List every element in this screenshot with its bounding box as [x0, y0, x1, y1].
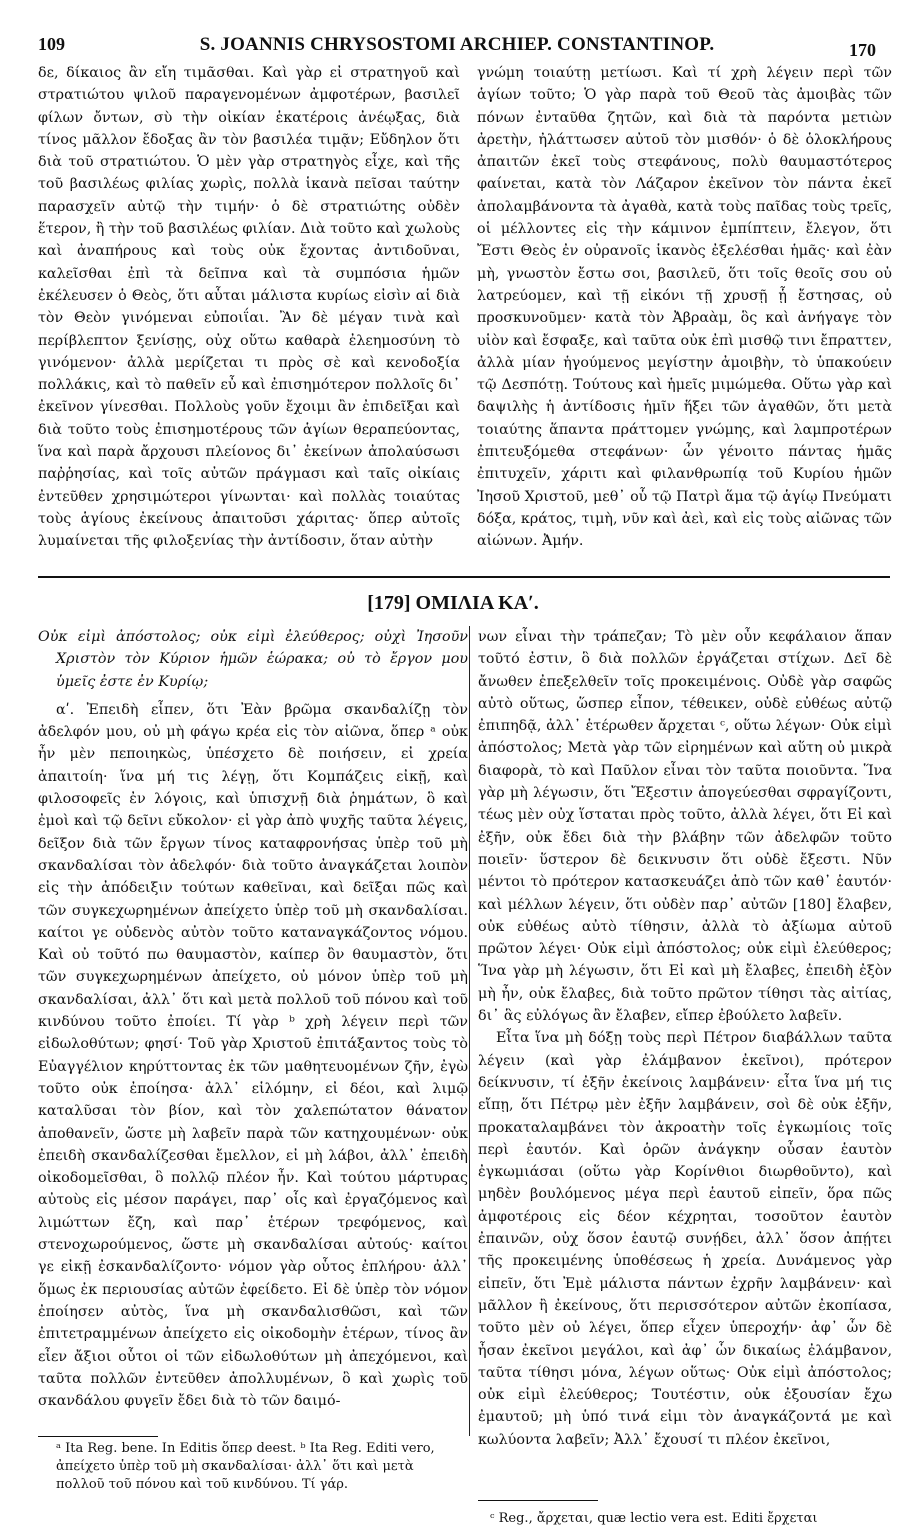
footnote-right: ᶜ Reg., ἄρχεται, quæ lectio vera est. Editi ἔρχεται	[490, 1511, 818, 1526]
homily-heading: [179] ΟΜΙΛΙΑ ΚΑʹ.	[367, 592, 539, 614]
footnote-rule-right	[478, 1500, 598, 1501]
paragraph: γνώμη τοιαύτῃ μετίωσι. Καὶ τί χρὴ λέγειν περὶ τῶν ἁγίων τοῦτο; Ὁ γὰρ παρὰ τοῦ Θεοῦ τὰς ἀμοιβὰς τῶν πόνων ἐνταῦθα ζητῶν, καὶ διὰ τὰ παρόντα μετιὼν ἀρετὴν, ἠλάττωσεν αὐτοῦ τὸν μισθόν· ὁ δὲ ὁλοκλήρους ἀπαιτῶν ἐκεῖ τοὺς στεφάνους, πολὺ θαυμαστότερος φαίνεται, κατὰ τὸν Λάζαρον ἐκεῖνον τὸν πάντα ἐκεῖ ἀπολαμβάνοντα τὰ ἀγαθὰ, κατὰ τοὺς παῖδας τοὺς τρεῖς, οἱ μέλλοντες εἰς τὴν κάμινον ἐμπίπτειν, ἔλεγον, ὅτι Ἔστι Θεὸς ἐν οὐρανοῖς ἱκανὸς ἐξελέσθαι ἡμᾶς· καὶ ἐὰν μὴ, γνωστὸν ἔστω σοι, βασιλεῦ, ὅτι τοῖς θεοῖς σου οὐ λατρεύομεν, καὶ τῇ εἰκόνι τῇ χρυσῇ ᾗ ἔστησας, οὐ προσκυνοῦμεν· κατὰ τὸν Ἀβραὰμ, ὃς καὶ ἀνήγαγε τὸν υἱὸν καὶ ἔσφαξε, καὶ ταῦτα οὐκ ἐπὶ μισθῷ τινι ἔπραττεν, ἀλλὰ μίαν ἡγούμενος μεγίστην ἀμοιβὴν, τὸ ὑπακούειν τῷ Δεσπότῃ. Τούτους καὶ ἡμεῖς μιμώμεθα. Οὕτω γὰρ καὶ δαψιλὴς ἡ ἀντίδοσις ἡμῖν ἥξει τῶν ἀγαθῶν, ὅτι μετὰ τοιαύτης ἅπαντα πράττομεν γνώμης, καὶ λαμπροτέρων ἐπιτευξόμεθα στεφάνων· ὧν γένοιτο πάντας ἡμᾶς ἐπιτυχεῖν, χάριτι καὶ φιλανθρωπίᾳ τοῦ Κυρίου ἡμῶν Ἰησοῦ Χριστοῦ, μεθ᾽ οὗ τῷ Πατρὶ ἅμα τῷ ἁγίῳ Πνεύματι δόξα, κράτος, τιμὴ, νῦν καὶ ἀεὶ, καὶ εἰς τοὺς αἰῶνας τῶν αἰώνων. Ἀμήν.	[477, 65, 892, 550]
page-number-right: 170	[849, 40, 876, 60]
paragraph: νων εἶναι τὴν τράπεζαν; Τὸ μὲν οὖν κεφάλαιον ἅπαν τοῦτό ἐστιν, ὃ διὰ πολλῶν ἐργάζεται στίχων. Δεῖ δὲ ἄνωθεν ἐπεξελθεῖν τοῖς προκειμένοις. Οὐδὲ γὰρ σαφῶς αὐτὸ οὕτως, ὥσπερ εἶπον, τέθεικεν, οὐδὲ εὐθέως αὐτῷ ἐπιπηδᾷ, ἀλλ᾽ ἑτέρωθεν ἄρχεται ᶜ, οὕτω λέγων· Οὐκ εἰμὶ ἀπόστολος; Μετὰ γὰρ τῶν εἰρημένων καὶ αὕτη οὐ μικρὰ διαφορὰ, τὸ καὶ Παῦλον εἶναι τὸν ταῦτα ποιοῦντα. Ἵνα γὰρ μὴ λέγωσιν, ὅτι Ἔξεστιν ἀπογεύεσθαι σφραγίζοντι, τέως μὲν οὐχ ἵσταται πρὸς τοῦτο, ἀλλὰ λέγει, ὅτι Εἰ καὶ ἐξῆν, οὐκ ἔδει διὰ τὴν βλάβην τῶν ἀδελφῶν τοῦτο ποιεῖν· ὕστερον δὲ δεικνυσιν ὅτι οὐδὲ ἔξεστι. Νῦν μέντοι τὸ πρότερον κατασκευάζει ἀπὸ τῶν καθ᾽ ἑαυτόν· καὶ μέλλων λέγειν, ὅτι οὐδὲν παρ᾽ αὐτῶν [180] ἔλαβεν, οὐκ εὐθέως αὐτὸ τίθησιν, ἀλλὰ τὸ ἀξίωμα αὐτοῦ πρῶτον λέγει· Οὐκ εἰμὶ ἀπόστολος; οὐκ εἰμὶ ἐλεύθερος; Ἵνα γὰρ μὴ λέγωσιν, ὅτι Εἰ καὶ μὴ ἔλαβες, ἐπειδὴ ἐξὸν μὴ ἦν, οὐκ ἔλαβες, διὰ τοῦτο πρῶτον τίθησι τὰς αἰτίας, δι᾽ ἃς εὐλόγως ἂν ἔλαβεν, εἴπερ ἐβούλετο λαβεῖν.	[478, 629, 892, 1025]
column-separator	[469, 626, 470, 1436]
column-top-left	[38, 62, 460, 553]
column-bottom-right	[478, 626, 892, 1451]
footnote-left: ᵃ Ita Reg. bene. In Editis ὅπερ deest. ᵇ Ita Reg. Editi vero, ἀπείχετο ὑπὲρ τοῦ μὴ σκανδαλίσαι· ἀλλ᾽ ὅτι καὶ μετὰ πολλοῦ τοῦ πόνου καὶ τοῦ κινδύνου. Τί γάρ.	[56, 1441, 435, 1492]
running-header	[38, 30, 876, 60]
page-number-left: 109	[38, 34, 65, 54]
section-divider	[38, 576, 890, 578]
footnote-rule-left	[38, 1436, 158, 1437]
column-top-right	[477, 62, 892, 553]
column-bottom-left	[38, 626, 468, 1412]
paragraph: αʹ. Ἐπειδὴ εἶπεν, ὅτι Ἐὰν βρῶμα σκανδαλίζῃ τὸν ἀδελφόν μου, οὐ μὴ φάγω κρέα εἰς τὸν αἰῶνα, ὅπερ ᵃ οὐκ ἦν μὲν πεποιηκὼς, ὑπέσχετο δὲ ποιήσειν, εἰ χρεία ἀπαιτοίη· ἵνα μή τις λέγῃ, ὅτι Κομπάζεις εἰκῇ, καὶ φιλοσοφεῖς ἐν λόγοις, καὶ ὑπισχνῇ διὰ ῥημάτων, ὃ καὶ ἐμοὶ καὶ τῷ δεῖνι εὔκολον· εἰ γὰρ ἀπὸ ψυχῆς ταῦτα λέγεις, δεῖξον διὰ τῶν ἔργων τίνος καταφρονήσας ὑπὲρ τοῦ μὴ σκανδαλίσαι τὸν ἀδελφόν· διὰ τοῦτο ἀναγκάζεται λοιπὸν εἰς τὴν ἀπόδειξιν τούτων καθεῖναι, καὶ δεῖξαι πῶς καὶ τῶν συγκεχωρημένων ἀπείχετο ὑπὲρ τοῦ μὴ σκανδαλίσαι. καίτοι γε οὐδενὸς αὐτὸν τοῦτο καταναγκάζοντος νόμου. Καὶ οὐ τοῦτό πω θαυμαστὸν, καίπερ ὂν θαυμαστὸν, ὅτι τῶν συγκεχωρημένων ἀπείχετο, οὐ μόνον ὑπὲρ τοῦ μὴ σκανδαλίσαι, ἀλλ᾽ ὅτι καὶ μετὰ πολλοῦ τοῦ πόνου καὶ τοῦ κινδύνου τοῦτο ἐποίει. Τί γὰρ ᵇ χρὴ λέγειν περὶ τῶν εἰδωλοθύτων; φησί· Τοῦ γὰρ Χριστοῦ ἐπιτάξαντος τοὺς τὸ Εὐαγγέλιον κηρύττοντας ἐκ τῶν μαθητευομένων ζῆν, ἐγὼ τοῦτο οὐκ ἐποίησα· ἀλλ᾽ εἱλόμην, εἰ δέοι, καὶ λιμῷ καταλῦσαι τὸν βίον, καὶ τὸν χαλεπώτατον θάνατον ἀποθανεῖν, ὥστε μὴ λαβεῖν παρὰ τῶν κατηχουμένων· οὐκ ἐπειδὴ σκανδαλίζεσθαι ἔμελλον, εἰ μὴ λάβοι, ἀλλ᾽ ἐπειδὴ οἰκοδομεῖσθαι, ὃ πολλῷ πλέον ἦν. Καὶ τούτου μάρτυρας αὐτοὺς εἰς μέσον παράγει, παρ᾽ οἷς καὶ ἐργαζόμενος καὶ λιμώττων ἔζη, καὶ παρ᾽ ἑτέρων τρεφόμενος, καὶ στενοχωρούμενος, ὥστε μὴ σκανδαλίσαι αὐτούς· καίτοι γε εἰκῇ ἐσκανδαλίζοντο· νόμον γὰρ οὗτος ἐπλήρου· ἀλλ᾽ ὅμως ἐκ περιουσίας αὐτῶν ἐφείδετο. Εἰ δὲ ὑπὲρ τὸν νόμον ἐποίησεν αὐτὸς, ἵνα μὴ σκανδαλισθῶσι, καὶ τῶν ἐπιτετραμμένων ἀπείχετο εἰς οἰκοδομὴν ἑτέρων, τίνος ἂν εἶεν ἄξιοι οὗτοι οἱ τῶν εἰδωλοθύτων μὴ ἀπεχόμενοι, καὶ ταῦτα πολλῶν ἐντεῦθεν ἀπολλυμένων, ὃ καὶ χωρὶς τοῦ σκανδάλου φυγεῖν ἔδει διὰ τὸ τῶν δαιμό-	[38, 701, 468, 1410]
running-title: S. JOANNIS CHRYSOSTOMI ARCHIEP. CONSTANTINOP.	[199, 34, 715, 55]
paragraph: δε, δίκαιος ἂν εἴη τιμᾶσθαι. Καὶ γὰρ εἰ στρατηγοῦ καὶ στρατιώτου ψιλοῦ παραγενομένων ἀμφοτέρων, βασιλεῖ φίλων ὄντων, σὺ τὴν οἰκίαν ἑκατέροις ἀνέῳξας, διὰ τίνος μᾶλλον ἔδοξας ἂν τὸν βασιλέα τιμᾷν; Εὔδηλον ὅτι διὰ τοῦ στρατιώτου. Ὁ μὲν γὰρ στρατηγὸς εἶχε, καὶ τῆς τοῦ βασιλέως φιλίας χωρὶς, πολλὰ ἱκανὰ πεῖσαι ταύτην παρασχεῖν αὐτῷ τὴν τιμήν· ὁ δὲ στρατιώτης οὐδὲν ἕτερον, ἢ τὴν τοῦ βασιλέως φιλίαν. Διὰ τοῦτο καὶ χωλοὺς καὶ ἀναπήρους καὶ τοὺς οὐκ ἔχοντας ἀντιδοῦναι, καλεῖσθαι ἐπὶ τὰ δεῖπνα καὶ τὰ συμπόσια ἡμῶν ἐκέλευσεν ὁ Θεὸς, ὅτι αὗται μάλιστα κυρίως εἰσὶν αἱ διὰ τὸν Θεὸν γινόμεναι εὐποιΐαι. Ἂν δὲ μέγαν τινὰ καὶ περίβλεπτον ξενίσῃς, οὐχ οὕτω καθαρὰ ἐλεημοσύνη τὸ γινόμενον· ἀλλὰ μερίζεται τι πρὸς σὲ καὶ κενοδοξία πολλάκις, καὶ τὸ παθεῖν εὖ καὶ ἐπισημότερον πολλοῖς δι᾽ ἐκεῖνον γίνεσθαι. Πολλοὺς γοῦν ἔχοιμι ἂν ἐπιδεῖξαι καὶ διὰ τοῦτο τοὺς ἐπισημοτέρους τῶν ἁγίων θεραπεύοντας, ἵνα καὶ παρὰ ἄρχουσι πλείονος δι᾽ ἐκείνων ἀπολαύσωσι παῤῥησίας, καὶ τοῖς αὐτῶν πράγμασι καὶ ταῖς οἰκίαις ἐντεῦθεν χρησιμώτεροι γίνωνται· καὶ πολλὰς τοιαύτας τοὺς ἁγίους ἐκείνους ἀπαιτοῦσι χάριτας· ὅπερ αὐτοῖς λυμαίνεται τῆς φιλοξενίας τὴν ἀντίδοσιν, ὅταν αὐτὴν	[38, 65, 460, 550]
scripture-lemma: Οὐκ εἰμὶ ἀπόστολος; οὐκ εἰμὶ ἐλεύθερος; οὐχὶ Ἰησοῦν Χριστὸν τὸν Κύριον ἡμῶν ἑώρακα; οὐ τὸ ἔργον μου ὑμεῖς ἐστε ἐν Κυρίῳ;	[38, 629, 468, 690]
paragraph: Εἶτα ἵνα μὴ δόξῃ τοὺς περὶ Πέτρον διαβάλλων ταῦτα λέγειν (καὶ γὰρ ἐλάμβανον ἐκεῖνοι), πρότερον δείκνυσιν, τί ἐξῆν ἐκείνοις λαμβάνειν· εἶτα ἵνα μή τις εἴπῃ, ὅτι Πέτρῳ μὲν ἐξῆν λαμβάνειν, σοὶ δὲ οὐκ ἐξῆν, προκαταλαμβάνει τὸν ἀκροατὴν τοῖς ἐγκωμίοις τοῖς περὶ ἑαυτόν. Καὶ ὁρῶν ἀνάγκην οὖσαν ἑαυτὸν ἐγκωμιάσαι (οὕτω γὰρ Κορίνθιοι διωρθοῦντο), καὶ μηδὲν βουλόμενος μέγα περὶ ἑαυτοῦ εἰπεῖν, ὅρα πῶς ἀμφοτέροις εἰς δέον κέχρηται, τοσοῦτον ἑαυτὸν ἐπαινῶν, οὐχ ὅσον ἑαυτῷ συνῄδει, ἀλλ᾽ ὅσον ἀπῄτει τῆς προκειμένης ὑποθέσεως ἡ χρεία. Δυνάμενος γὰρ εἰπεῖν, ὅτι Ἐμὲ μάλιστα πάντων ἐχρῆν λαμβάνειν· καὶ μᾶλλον ἢ ἐκείνους, ὅτι περισσότερον αὐτῶν ἐκοπίασα, τοῦτο μὲν οὐ λέγει, ὅπερ εἶχεν ὑπεροχήν· ἀφ᾽ ὧν δὲ ἦσαν ἐκεῖνοι μεγάλοι, καὶ ἀφ᾽ ὧν δικαίως ἐλάμβανον, ταῦτα τίθησι μόνα, λέγων οὕτως· Οὐκ εἰμὶ ἀπόστολος; οὐκ εἰμὶ ἐλεύθερος; Τουτέστιν, οὐκ ἐξουσίαν ἔχω ἐμαυτοῦ; μὴ ὑπό τινά εἰμι τὸν ἀναγκάζοντά με καὶ κωλύοντα λαβεῖν; Ἀλλ᾽ ἔχουσί τι πλέον ἐκεῖνοι,	[478, 1030, 892, 1448]
